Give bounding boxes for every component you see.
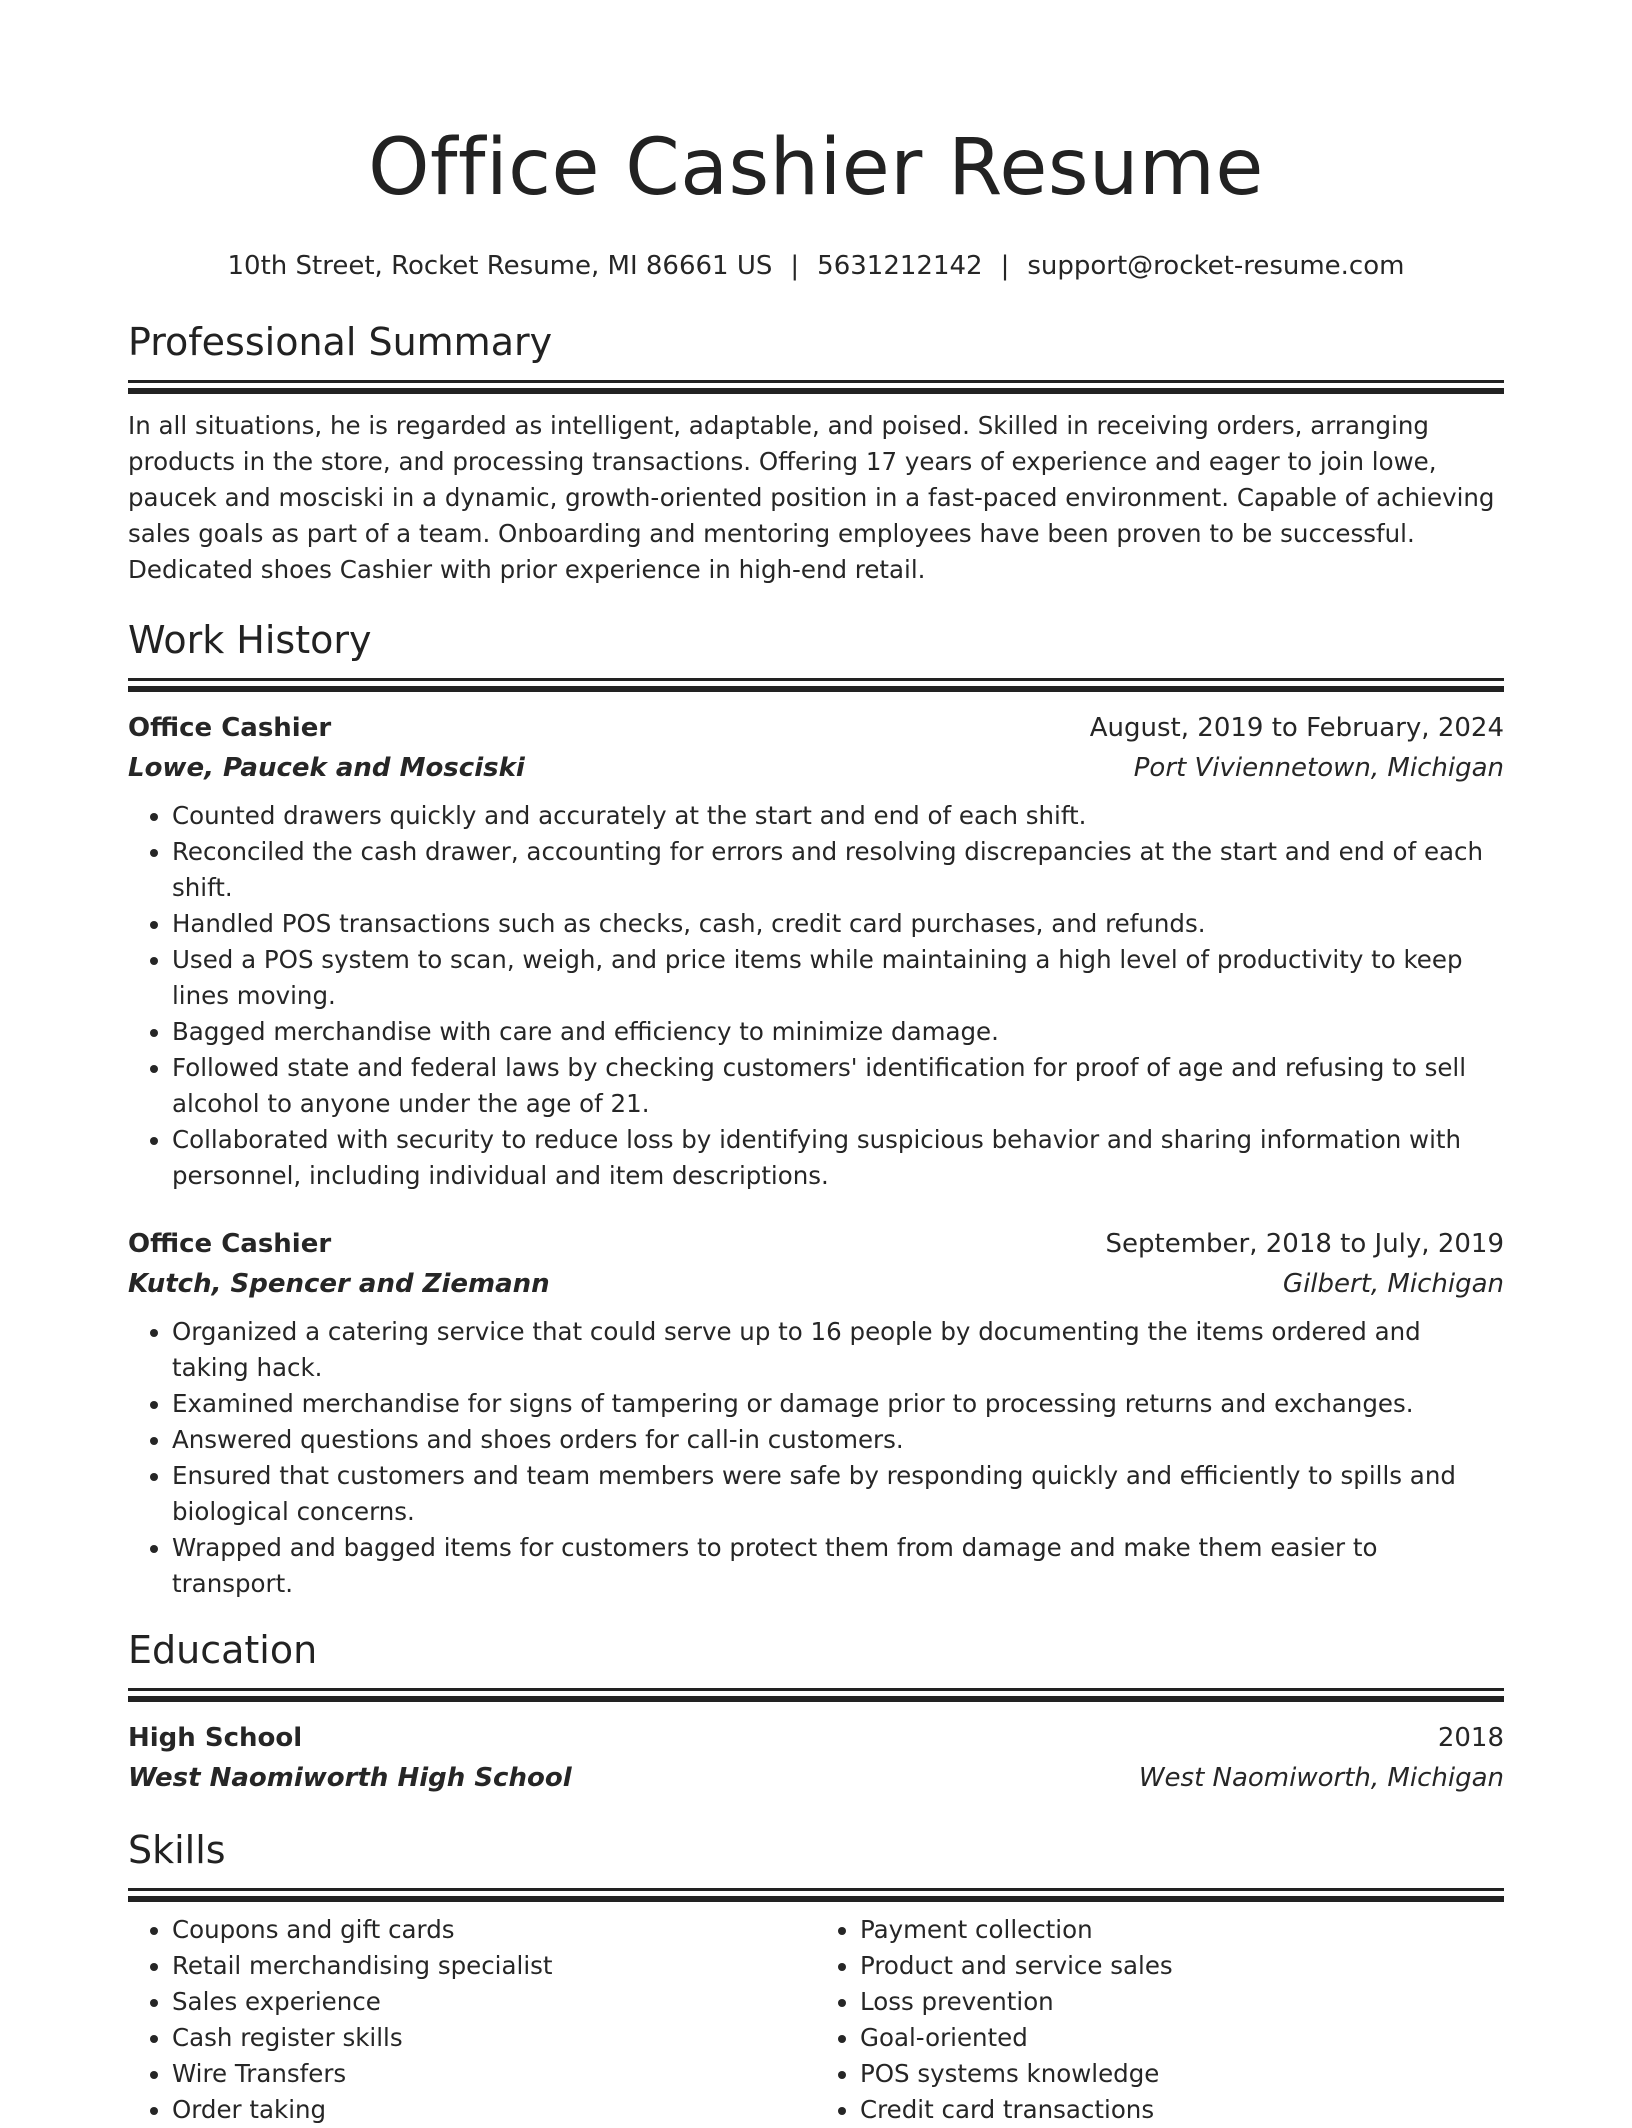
job-bullet: • Collaborated with security to reduce loss by identifying suspicious behavior and sharing information with personnel, including individual and item descriptions. xyxy=(172,1122,1504,1194)
job-entry xyxy=(128,708,1504,1194)
job-bullet: • Organized a catering service that could serve up to 16 people by documenting the items ordered and taking hack. xyxy=(172,1314,1504,1386)
job-title: Office Cashier xyxy=(128,713,332,743)
job-bullet: • Answered questions and shoes orders for call-in customers. xyxy=(172,1422,1504,1458)
education-school: West Naomiworth High School xyxy=(128,1763,572,1793)
contact-email: support@rocket-resume.com xyxy=(1027,251,1405,281)
job-company: Kutch, Spencer and Ziemann xyxy=(128,1269,550,1299)
education-year: 2018 xyxy=(1437,1723,1504,1753)
job-bullet: • Reconciled the cash drawer, accounting for errors and resolving discrepancies at the start and end of each shift. xyxy=(172,834,1504,906)
job-subheader xyxy=(128,748,1504,788)
section-heading: Professional Summary xyxy=(128,320,553,364)
job-bullet: • Examined merchandise for signs of tampering or damage prior to processing returns and exchanges. xyxy=(172,1386,1504,1422)
job-dates: August, 2019 to February, 2024 xyxy=(1089,713,1504,743)
skill-item: • POS systems knowledge xyxy=(860,2056,1504,2092)
education-location: West Naomiworth, Michigan xyxy=(1138,1763,1504,1793)
education-degree: High School xyxy=(128,1723,303,1753)
job-bullets xyxy=(128,1314,1504,1602)
job-dates: September, 2018 to July, 2019 xyxy=(1105,1229,1504,1259)
skills-grid xyxy=(128,1912,1504,2128)
skill-item: • Coupons and gift cards xyxy=(172,1912,816,1948)
section-divider xyxy=(128,380,1504,383)
skill-item: • Payment collection xyxy=(860,1912,1504,1948)
skill-item: • Sales experience xyxy=(172,1984,816,2020)
job-bullet: • Counted drawers quickly and accurately at the start and end of each shift. xyxy=(172,798,1504,834)
section-heading: Education xyxy=(128,1628,318,1672)
education-section xyxy=(128,1624,1504,1798)
section-divider xyxy=(128,1688,1504,1691)
section-divider-thick xyxy=(128,1896,1504,1902)
skills-column-right xyxy=(816,1912,1504,2128)
job-header xyxy=(128,708,1504,748)
education-subheader xyxy=(128,1758,1504,1798)
job-location: Gilbert, Michigan xyxy=(1282,1269,1504,1299)
section-heading: Skills xyxy=(128,1828,226,1872)
contact-phone: 5631212142 xyxy=(817,251,983,281)
skill-item: • Wire Transfers xyxy=(172,2056,816,2092)
summary-text: In all situations, he is regarded as intelligent, adaptable, and poised. Skilled in receiving orders, arranging products in the store, and processing transactions. Offering 17 years of experience and eager to join lowe, paucek and mosciski in a dynamic, growth-oriented position in a fast-paced environment. Capable of achieving sales goals as part of a team. Onboarding and mentoring employees have been proven to be successful. Dedicated shoes Cashier with prior experience in high-end retail. xyxy=(128,411,1495,584)
summary-section xyxy=(128,316,1504,588)
job-company: Lowe, Paucek and Mosciski xyxy=(128,753,525,783)
skill-item: • Retail merchandising specialist xyxy=(172,1948,816,1984)
section-heading: Work History xyxy=(128,618,372,662)
section-divider xyxy=(128,1888,1504,1891)
skill-item: • Loss prevention xyxy=(860,1984,1504,2020)
contact-address: 10th Street, Rocket Resume, MI 86661 US xyxy=(227,251,773,281)
job-location: Port Viviennetown, Michigan xyxy=(1133,753,1504,783)
job-bullet: • Ensured that customers and team members were safe by responding quickly and efficiently to spills and biological concerns. xyxy=(172,1458,1504,1530)
skill-item: • Product and service sales xyxy=(860,1948,1504,1984)
section-divider-thick xyxy=(128,388,1504,394)
job-title: Office Cashier xyxy=(128,1229,332,1259)
job-header xyxy=(128,1224,1504,1264)
contact-line xyxy=(128,246,1504,286)
section-divider-thick xyxy=(128,1696,1504,1702)
job-bullet: • Handled POS transactions such as checks, cash, credit card purchases, and refunds. xyxy=(172,906,1504,942)
skill-item: • Order taking xyxy=(172,2092,816,2128)
skill-item: • Goal-oriented xyxy=(860,2020,1504,2056)
job-entry xyxy=(128,1224,1504,1602)
job-bullet: • Bagged merchandise with care and efficiency to minimize damage. xyxy=(172,1014,1504,1050)
work-history-section xyxy=(128,614,1504,1602)
contact-separator: | xyxy=(1000,251,1010,281)
skill-item: • Cash register skills xyxy=(172,2020,816,2056)
education-header xyxy=(128,1718,1504,1758)
education-entry xyxy=(128,1718,1504,1798)
skills-section xyxy=(128,1824,1504,2128)
skill-item: • Credit card transactions xyxy=(860,2092,1504,2128)
job-bullet: • Followed state and federal laws by checking customers' identification for proof of age and refusing to sell alcohol to anyone under the age of 21. xyxy=(172,1050,1504,1122)
contact-separator: | xyxy=(790,251,800,281)
job-bullet: • Used a POS system to scan, weigh, and price items while maintaining a high level of productivity to keep lines moving. xyxy=(172,942,1504,1014)
skills-column-left xyxy=(128,1912,816,2128)
job-bullets xyxy=(128,798,1504,1194)
job-subheader xyxy=(128,1264,1504,1304)
section-divider-thick xyxy=(128,686,1504,692)
resume-title: Office Cashier Resume xyxy=(368,123,1264,213)
section-divider xyxy=(128,678,1504,681)
job-bullet: • Wrapped and bagged items for customers to protect them from damage and make them easier to transport. xyxy=(172,1530,1504,1602)
